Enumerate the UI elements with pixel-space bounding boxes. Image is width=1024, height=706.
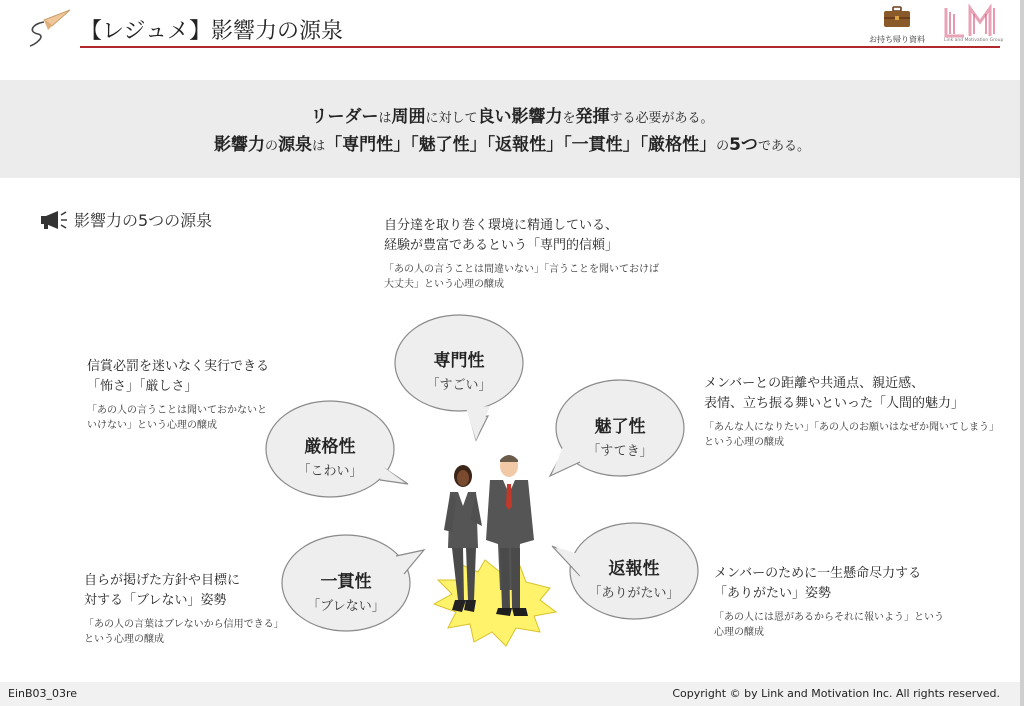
window-edge: [1020, 0, 1024, 706]
key-message-segment: を: [562, 111, 576, 126]
source-tag-strictness: 「こわい」: [297, 464, 363, 479]
bubble-label-consistency: [281, 567, 411, 614]
handout-label: お持ち帰り資料: [869, 35, 925, 44]
slide-code: EinB03_03re: [8, 687, 78, 700]
desc-consistency: [84, 571, 284, 647]
desc-main: 信賞必罰を迷いなく実行できる: [87, 359, 270, 374]
slide-footer: [0, 682, 1024, 706]
desc-main: 「ありがたい」姿勢: [714, 586, 832, 601]
key-message-segment: の: [716, 139, 730, 154]
key-message-segment: は: [312, 139, 326, 154]
logo-caption: Link and Motivation Group: [944, 38, 1004, 43]
source-title-attraction: 魅了性: [594, 417, 646, 437]
desc-sub: 「あんな人になりたい」「あの人のお願いはなぜか聞いてしまう」: [704, 422, 999, 433]
source-title-strictness: 厳格性: [304, 437, 356, 457]
starburst-shape: [434, 560, 556, 646]
key-message-segment: 影響力: [214, 135, 266, 155]
desc-main: 自らが掲げた方針や目標に: [84, 573, 241, 588]
key-message-segment: 「専門性」「魅了性」「返報性」「一貫性」「厳格性」: [325, 135, 717, 155]
key-message-segment: 周囲: [391, 107, 426, 127]
bubble-label-strictness: [265, 432, 395, 479]
desc-strictness: [87, 357, 269, 433]
key-message-segment: に対して: [425, 111, 478, 126]
desc-main: 「怖さ」「厳しさ」: [87, 379, 198, 394]
desc-main: 表情、立ち振る舞いといった「人間的魅力」: [704, 396, 965, 411]
section-heading-text: 影響力の5つの源泉: [74, 211, 213, 230]
key-message-segment: 良い影響力: [477, 107, 563, 127]
desc-main: 自分達を取り巻く環境に精通している、: [384, 218, 619, 233]
desc-main: 対する「ブレない」姿勢: [84, 593, 227, 608]
key-message-segment: である。: [757, 139, 810, 154]
key-message-segment: リーダー: [310, 107, 379, 127]
source-tag-consistency: 「ブレない」: [307, 599, 385, 614]
source-tag-reciprocity: 「ありがたい」: [588, 586, 680, 601]
key-message-segment: の: [265, 139, 279, 154]
desc-main: メンバーとの距離や共通点、親近感、: [704, 376, 925, 391]
source-tag-expertise: 「すごい」: [426, 378, 492, 393]
desc-sub: 「あの人には恩があるからそれに報いよう」という: [714, 612, 944, 623]
desc-reciprocity: [714, 564, 944, 640]
desc-main: 経験が豊富であるという「専門的信頼」: [384, 238, 619, 253]
copyright-notice: Copyright © by Link and Motivation Inc. All rights reserved.: [672, 687, 1000, 700]
desc-sub: 「あの人の言葉はブレないから信用できる」: [84, 619, 284, 630]
desc-expertise: [384, 216, 659, 292]
source-title-reciprocity: 返報性: [608, 559, 660, 579]
desc-sub: 「あの人の言うことは聞いておかないと: [87, 405, 267, 416]
page-title: 【レジュメ】影響力の源泉: [80, 19, 344, 44]
source-title-consistency: 一貫性: [320, 572, 372, 592]
desc-sub: 心理の醸成: [714, 627, 764, 638]
bubble-label-attraction: [555, 412, 685, 459]
desc-sub: という心理の醸成: [84, 634, 164, 645]
source-tag-attraction: 「すてき」: [587, 444, 653, 459]
bubble-label-expertise: [394, 346, 524, 393]
desc-attraction: [704, 374, 999, 450]
desc-sub: という心理の醸成: [704, 437, 784, 448]
source-title-expertise: 専門性: [433, 351, 485, 371]
bubble-label-reciprocity: [569, 554, 699, 601]
desc-main: メンバーのために一生懸命尽力する: [714, 566, 922, 581]
desc-sub: 大丈夫」という心理の醸成: [384, 279, 504, 290]
desc-sub: いけない」という心理の醸成: [87, 420, 217, 431]
key-message-segment: は: [378, 111, 392, 126]
key-message-segment: 源泉: [278, 135, 313, 155]
desc-sub: 「あの人の言うことは間違いない」「言うことを聞いておけば: [384, 264, 659, 275]
key-message-segment: 5つ: [729, 135, 758, 155]
key-message-segment: する必要がある。: [609, 111, 714, 126]
key-message-segment: 発揮: [575, 107, 610, 127]
